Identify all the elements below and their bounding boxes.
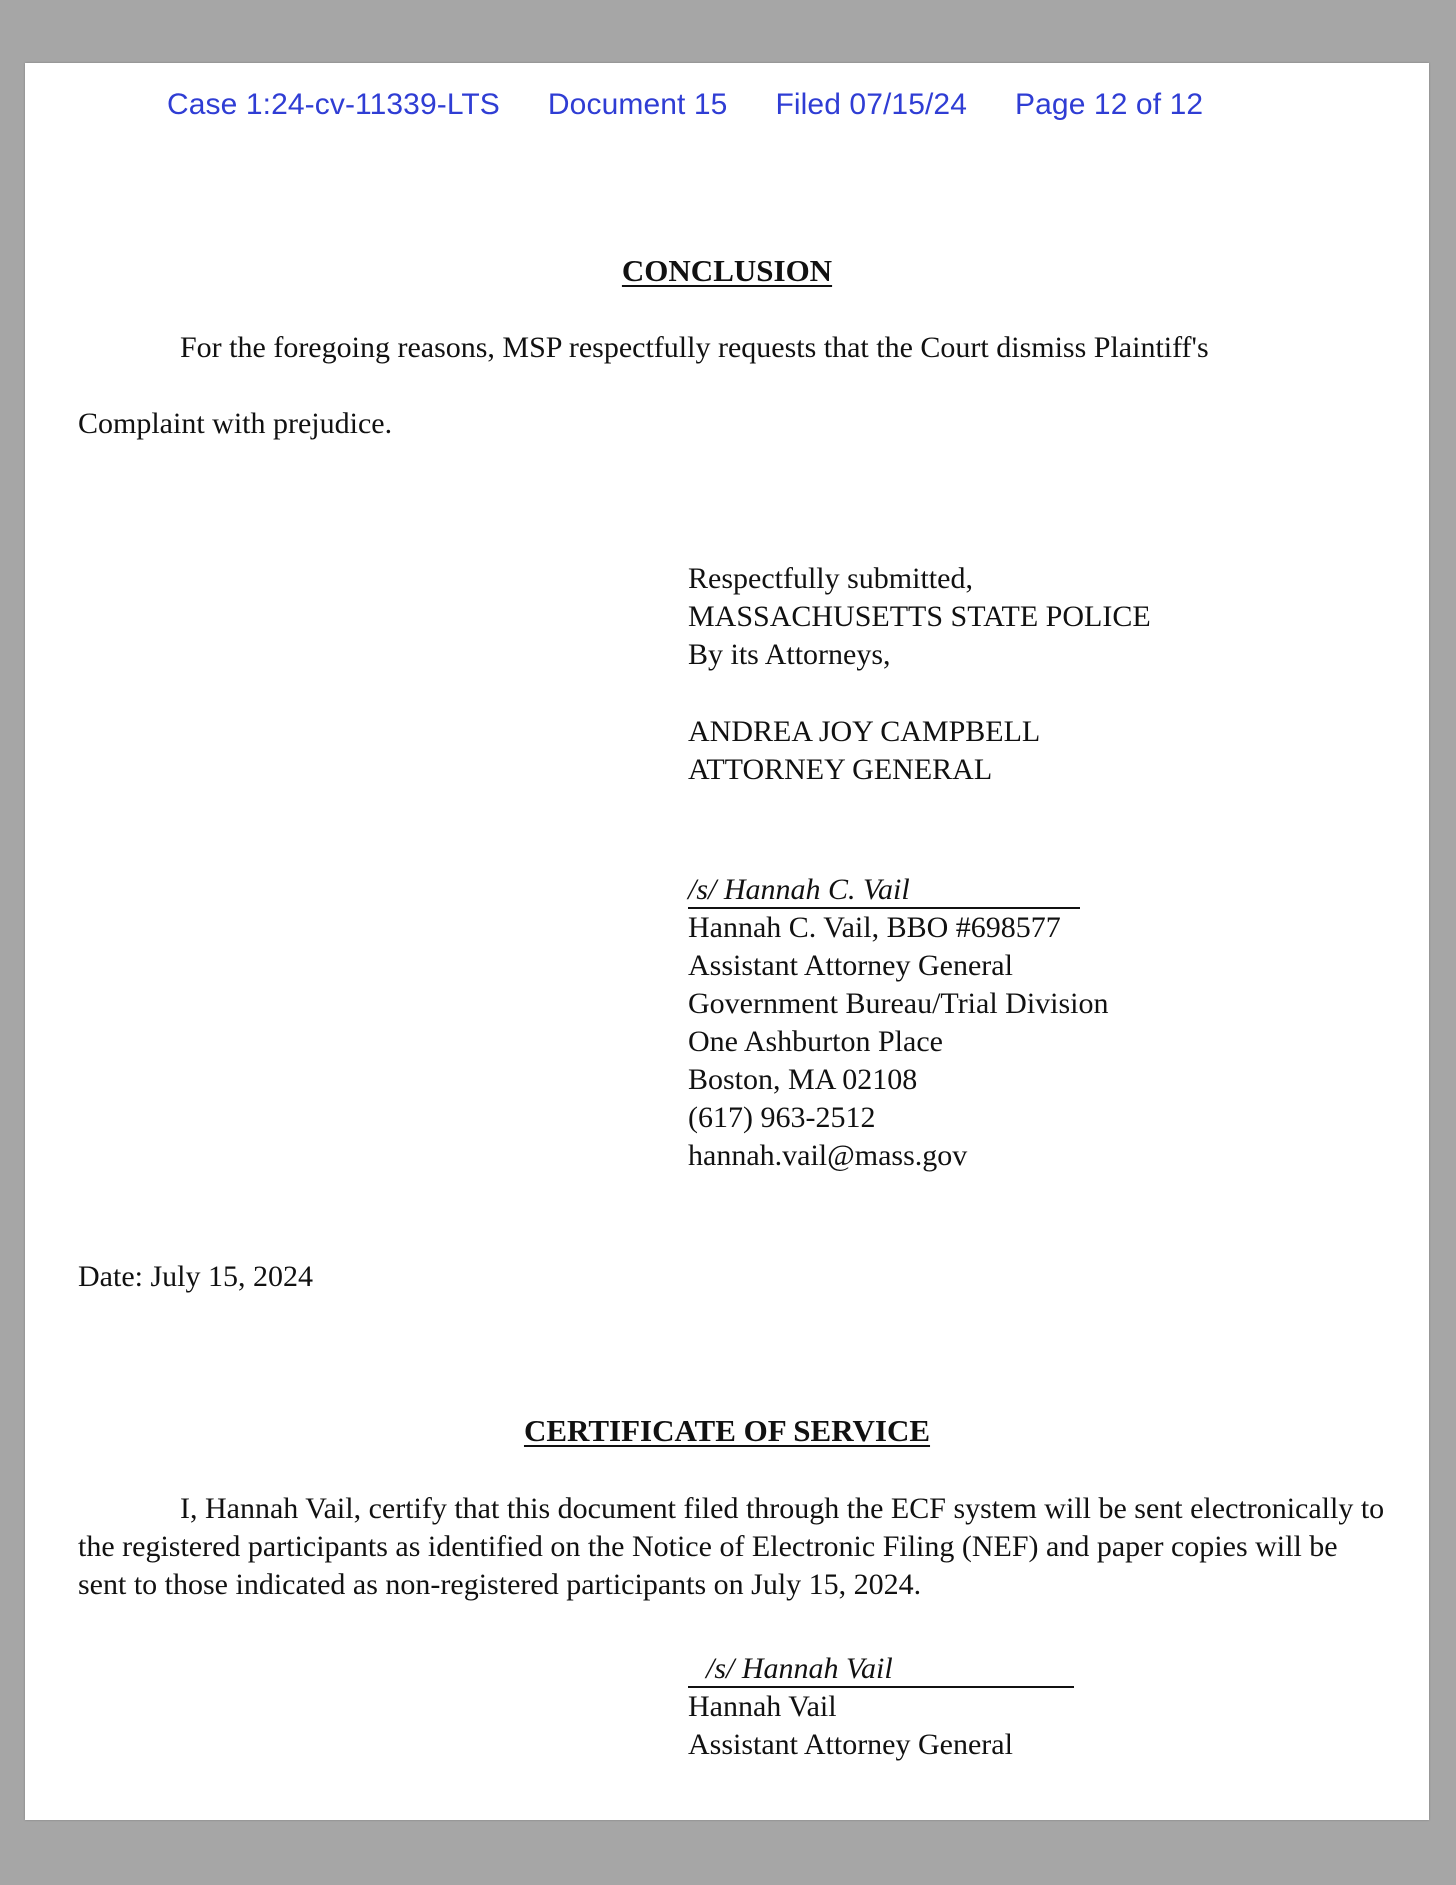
- filing-date: Date: July 15, 2024: [78, 1260, 313, 1293]
- address-line-1: One Ashburton Place: [688, 1025, 943, 1058]
- page-number: Page 12 of 12: [1015, 88, 1204, 121]
- by-its-attorneys: By its Attorneys,: [688, 638, 891, 671]
- conclusion-line-2: Complaint with prejudice.: [78, 407, 393, 440]
- client-name: MASSACHUSETTS STATE POLICE: [688, 600, 1151, 633]
- respectfully-submitted: Respectfully submitted,: [688, 562, 973, 595]
- case-number: Case 1:24-cv-11339-LTS: [167, 88, 500, 121]
- signer-name: Hannah C. Vail, BBO #698577: [688, 911, 1061, 944]
- phone-number: (617) 963-2512: [688, 1101, 876, 1134]
- document-page: [25, 63, 1429, 1820]
- document-number: Document 15: [547, 88, 728, 121]
- certificate-heading: CERTIFICATE OF SERVICE: [523, 1413, 931, 1448]
- certificate-signer-title: Assistant Attorney General: [688, 1728, 1013, 1761]
- submission-block: [688, 560, 1151, 674]
- signature-block: [688, 871, 1109, 1175]
- ecf-header: [167, 88, 1203, 122]
- address-line-2: Boston, MA 02108: [688, 1063, 918, 1096]
- certificate-signer-name: Hannah Vail: [688, 1690, 837, 1723]
- conclusion-line-1: For the foregoing reasons, MSP respectfully requests that the Court dismiss Plaintiff's: [180, 331, 1209, 364]
- signer-division: Government Bureau/Trial Division: [688, 987, 1109, 1020]
- certificate-text-block: [78, 1490, 1388, 1604]
- conclusion-heading: CONCLUSION: [621, 253, 833, 288]
- certificate-text: I, Hannah Vail, certify that this document filed through the ECF system will be sent electronically to the registered participants as identified on the Notice of Electronic Filing (NEF) and paper copies will be sent to those indicated as non-registered participants on July 15, 2024.: [78, 1492, 1385, 1601]
- signer-title: Assistant Attorney General: [688, 949, 1013, 982]
- email-address: hannah.vail@mass.gov: [688, 1139, 968, 1172]
- attorney-general-title: ATTORNEY GENERAL: [688, 753, 993, 786]
- attorney-general-block: [688, 713, 1040, 789]
- certificate-signature-block: [688, 1650, 1074, 1764]
- attorney-general-name: ANDREA JOY CAMPBELL: [688, 715, 1041, 748]
- electronic-signature: /s/ Hannah C. Vail: [688, 873, 1080, 909]
- filed-date: Filed 07/15/24: [775, 88, 968, 121]
- certificate-electronic-signature: /s/ Hannah Vail: [688, 1652, 1074, 1688]
